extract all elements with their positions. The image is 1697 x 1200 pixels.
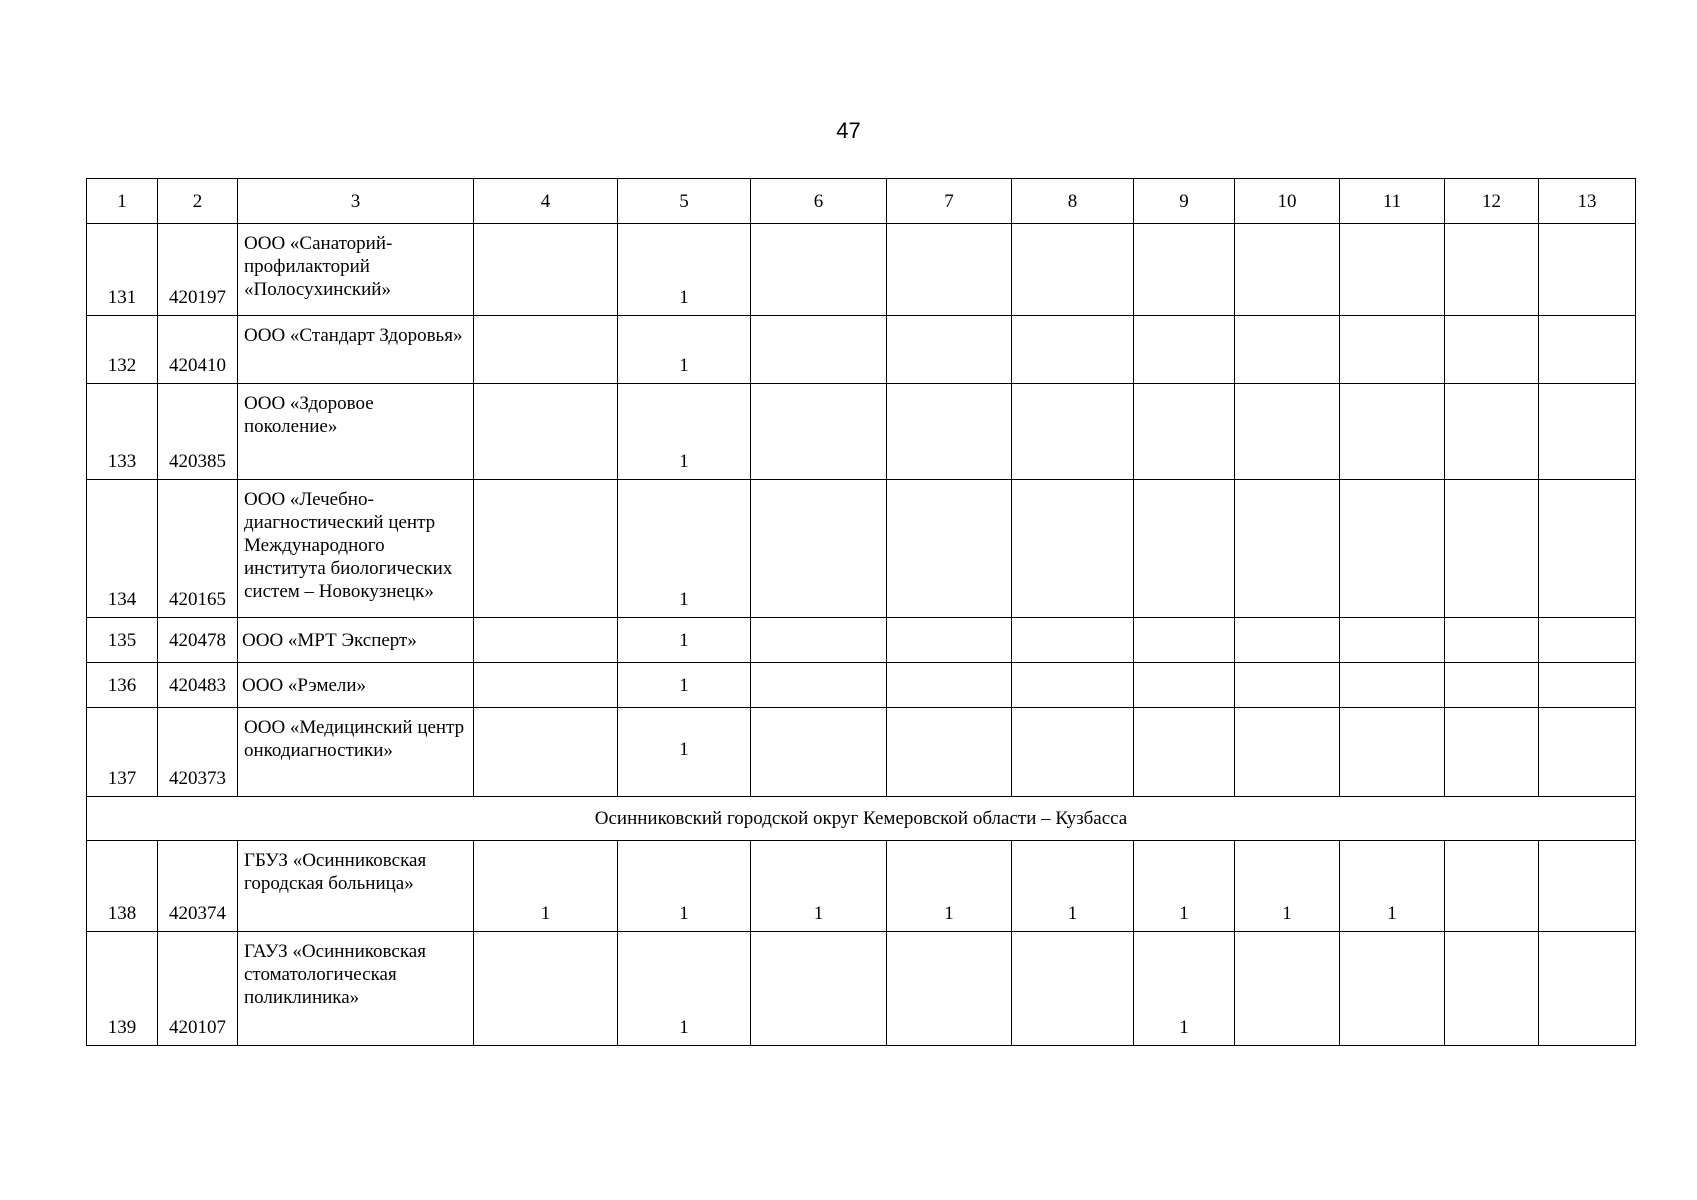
table-row [87, 708, 1636, 797]
cell [1539, 932, 1636, 1046]
organization-name: ГАУЗ «Осинниковская стоматологическая поликлиника» [238, 932, 474, 1046]
page-number: 47 [836, 118, 861, 143]
row-number: 135 [87, 618, 158, 663]
table-row [87, 663, 1636, 708]
table-row [87, 480, 1636, 618]
cell [474, 480, 618, 618]
cell [1235, 932, 1340, 1046]
cell [1539, 841, 1636, 932]
cell [1134, 480, 1235, 618]
column-header: 5 [618, 179, 751, 224]
cell: 1 [1340, 841, 1445, 932]
cell [751, 618, 887, 663]
cell: 1 [751, 841, 887, 932]
cell [1445, 932, 1539, 1046]
cell [1012, 708, 1134, 797]
cell [1445, 663, 1539, 708]
row-code: 420165 [158, 480, 238, 618]
cell: 1 [1134, 841, 1235, 932]
row-number: 137 [87, 708, 158, 797]
organization-name: ООО «Лечебно-диагностический центр Международного института биологических систем – Новокузнецк» [238, 480, 474, 618]
organization-name: ООО «Рэмели» [238, 663, 474, 708]
column-header: 2 [158, 179, 238, 224]
cell [1235, 224, 1340, 316]
row-code: 420374 [158, 841, 238, 932]
cell [1539, 663, 1636, 708]
cell: 1 [618, 224, 751, 316]
cell: 1 [618, 841, 751, 932]
organization-name: ГБУЗ «Осинниковская городская больница» [238, 841, 474, 932]
table-row [87, 618, 1636, 663]
column-header: 6 [751, 179, 887, 224]
cell [1134, 384, 1235, 480]
cell [1539, 224, 1636, 316]
row-number: 133 [87, 384, 158, 480]
cell [1012, 932, 1134, 1046]
cell [751, 663, 887, 708]
row-code: 420197 [158, 224, 238, 316]
cell [887, 316, 1012, 384]
cell: 1 [474, 841, 618, 932]
cell [1235, 316, 1340, 384]
table-row [87, 841, 1636, 932]
cell [474, 708, 618, 797]
cell [1445, 316, 1539, 384]
cell [1340, 480, 1445, 618]
organization-name: ООО «Стандарт Здоровья» [238, 316, 474, 384]
cell [1134, 618, 1235, 663]
cell [474, 316, 618, 384]
cell [751, 384, 887, 480]
cell [1235, 663, 1340, 708]
row-number: 139 [87, 932, 158, 1046]
organization-name: ООО «Здоровое поколение» [238, 384, 474, 480]
organization-name: ООО «МРТ Эксперт» [238, 618, 474, 663]
row-code: 420478 [158, 618, 238, 663]
cell [1445, 618, 1539, 663]
cell: 1 [1012, 841, 1134, 932]
cell [474, 663, 618, 708]
cell [1445, 708, 1539, 797]
column-header: 10 [1235, 179, 1340, 224]
cell [1340, 708, 1445, 797]
cell [1012, 224, 1134, 316]
cell [887, 663, 1012, 708]
cell [1340, 384, 1445, 480]
cell [751, 708, 887, 797]
cell [1134, 708, 1235, 797]
column-header: 9 [1134, 179, 1235, 224]
cell [751, 224, 887, 316]
cell [751, 316, 887, 384]
cell [1539, 316, 1636, 384]
cell [1340, 224, 1445, 316]
cell: 1 [618, 384, 751, 480]
cell [1235, 618, 1340, 663]
cell [751, 480, 887, 618]
row-code: 420483 [158, 663, 238, 708]
row-code: 420373 [158, 708, 238, 797]
column-header: 4 [474, 179, 618, 224]
cell [1235, 480, 1340, 618]
cell: 1 [887, 841, 1012, 932]
cell [1134, 316, 1235, 384]
row-code: 420385 [158, 384, 238, 480]
cell [1340, 663, 1445, 708]
cell [1012, 316, 1134, 384]
cell [474, 384, 618, 480]
table-row [87, 316, 1636, 384]
cell: 1 [618, 663, 751, 708]
cell [887, 932, 1012, 1046]
table-row [87, 932, 1636, 1046]
column-header: 3 [238, 179, 474, 224]
cell [887, 384, 1012, 480]
column-header: 13 [1539, 179, 1636, 224]
header-row [87, 179, 1636, 224]
row-number: 134 [87, 480, 158, 618]
cell: 1 [618, 316, 751, 384]
cell [1235, 708, 1340, 797]
cell [1445, 384, 1539, 480]
row-number: 136 [87, 663, 158, 708]
organization-name: ООО «Медицинский центр онкодиагностики» [238, 708, 474, 797]
cell: 1 [618, 708, 751, 797]
column-header: 12 [1445, 179, 1539, 224]
cell [1012, 618, 1134, 663]
cell: 1 [618, 480, 751, 618]
cell [1539, 708, 1636, 797]
cell [1012, 663, 1134, 708]
cell [474, 618, 618, 663]
cell [1012, 480, 1134, 618]
table-row [87, 384, 1636, 480]
cell [1539, 384, 1636, 480]
cell [474, 224, 618, 316]
cell [887, 480, 1012, 618]
cell [1539, 480, 1636, 618]
column-header: 11 [1340, 179, 1445, 224]
column-header: 1 [87, 179, 158, 224]
cell: 1 [1235, 841, 1340, 932]
cell [1235, 384, 1340, 480]
cell [474, 932, 618, 1046]
cell: 1 [618, 932, 751, 1046]
cell [1539, 618, 1636, 663]
column-header: 8 [1012, 179, 1134, 224]
cell [1445, 841, 1539, 932]
row-number: 132 [87, 316, 158, 384]
cell: 1 [618, 618, 751, 663]
cell [1445, 480, 1539, 618]
cell [1340, 932, 1445, 1046]
cell [887, 708, 1012, 797]
cell [1012, 384, 1134, 480]
table-row [87, 224, 1636, 316]
row-code: 420410 [158, 316, 238, 384]
data-table [86, 178, 1636, 1046]
cell [887, 224, 1012, 316]
row-number: 138 [87, 841, 158, 932]
cell: 1 [1134, 932, 1235, 1046]
section-title: Осинниковский городской округ Кемеровской области – Кузбасса [87, 797, 1636, 841]
cell [1340, 316, 1445, 384]
section-row [87, 797, 1636, 841]
cell [1445, 224, 1539, 316]
column-header: 7 [887, 179, 1012, 224]
row-code: 420107 [158, 932, 238, 1046]
cell [887, 618, 1012, 663]
cell [751, 932, 887, 1046]
cell [1134, 224, 1235, 316]
row-number: 131 [87, 224, 158, 316]
cell [1340, 618, 1445, 663]
cell [1134, 663, 1235, 708]
organization-name: ООО «Санаторий-профилакторий «Полосухинский» [238, 224, 474, 316]
